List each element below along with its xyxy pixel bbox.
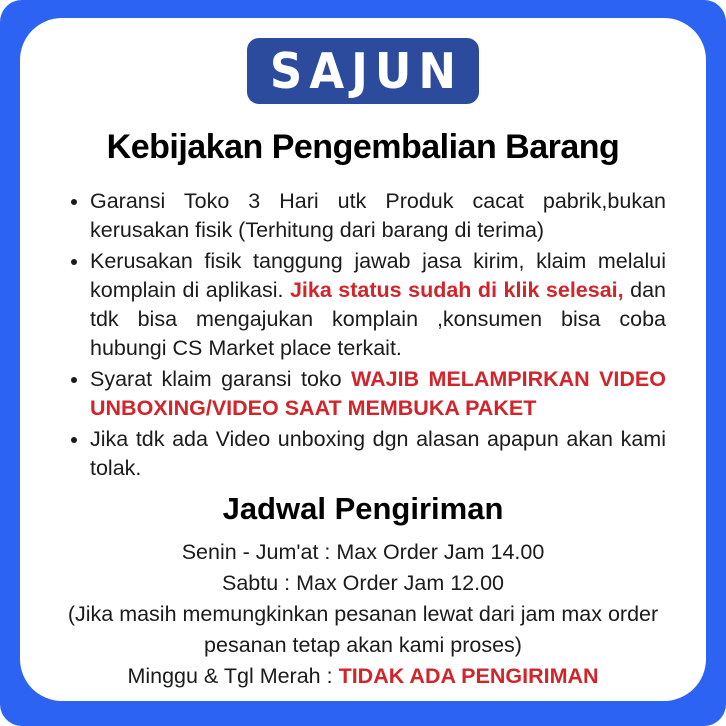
text-segment: (Jika masih memungkinkan pesanan lewat dari jam max order pesanan tetap akan kami proses): [67, 601, 659, 657]
text-segment: Sabtu : Max Order Jam 12.00: [221, 570, 505, 595]
policy-item: [90, 247, 666, 363]
text-segment: Minggu & Tgl Merah :: [127, 663, 339, 688]
schedule-line: [54, 568, 672, 599]
schedule-line: [54, 599, 672, 661]
policy-item: [90, 425, 666, 483]
text-segment: Jika tdk ada Video unboxing dgn alasan apapun akan kami tolak.: [90, 427, 666, 481]
schedule-line: [54, 661, 672, 692]
policy-item: [90, 187, 666, 245]
policy-title: Kebijakan Pengembalian Barang: [106, 128, 620, 166]
brand-logo: [247, 38, 479, 104]
poster-card: [20, 18, 706, 701]
text-segment: dan tdk bisa mengajukan komplain ,konsumen bisa coba hubungi CS Market place terkait.: [90, 278, 666, 361]
schedule-line: [54, 537, 672, 568]
text-segment: Garansi Toko 3 Hari utk Produk cacat pabrik,bukan kerusakan fisik (Terhitung dari barang di terima): [90, 189, 666, 243]
policy-list: [68, 187, 666, 483]
schedule-block: [20, 537, 706, 692]
policy-item: [90, 365, 666, 423]
schedule-title: Jadwal Pengiriman: [222, 491, 504, 527]
brand-logo-text: SAJUN: [269, 42, 464, 100]
text-segment: WAJIB MELAMPIRKAN VIDEO UNBOXING/VIDEO SAAT MEMBUKA PAKET: [90, 367, 666, 421]
text-segment: Syarat klaim garansi toko: [90, 367, 351, 392]
text-segment: Jika status sudah di klik selesai,: [289, 278, 624, 303]
text-segment: Kerusakan fisik tanggung jawab jasa kirim, klaim melalui komplain di aplikasi.: [90, 249, 666, 303]
text-segment: TIDAK ADA PENGIRIMAN: [338, 663, 599, 688]
text-segment: Senin - Jum'at : Max Order Jam 14.00: [181, 539, 545, 564]
